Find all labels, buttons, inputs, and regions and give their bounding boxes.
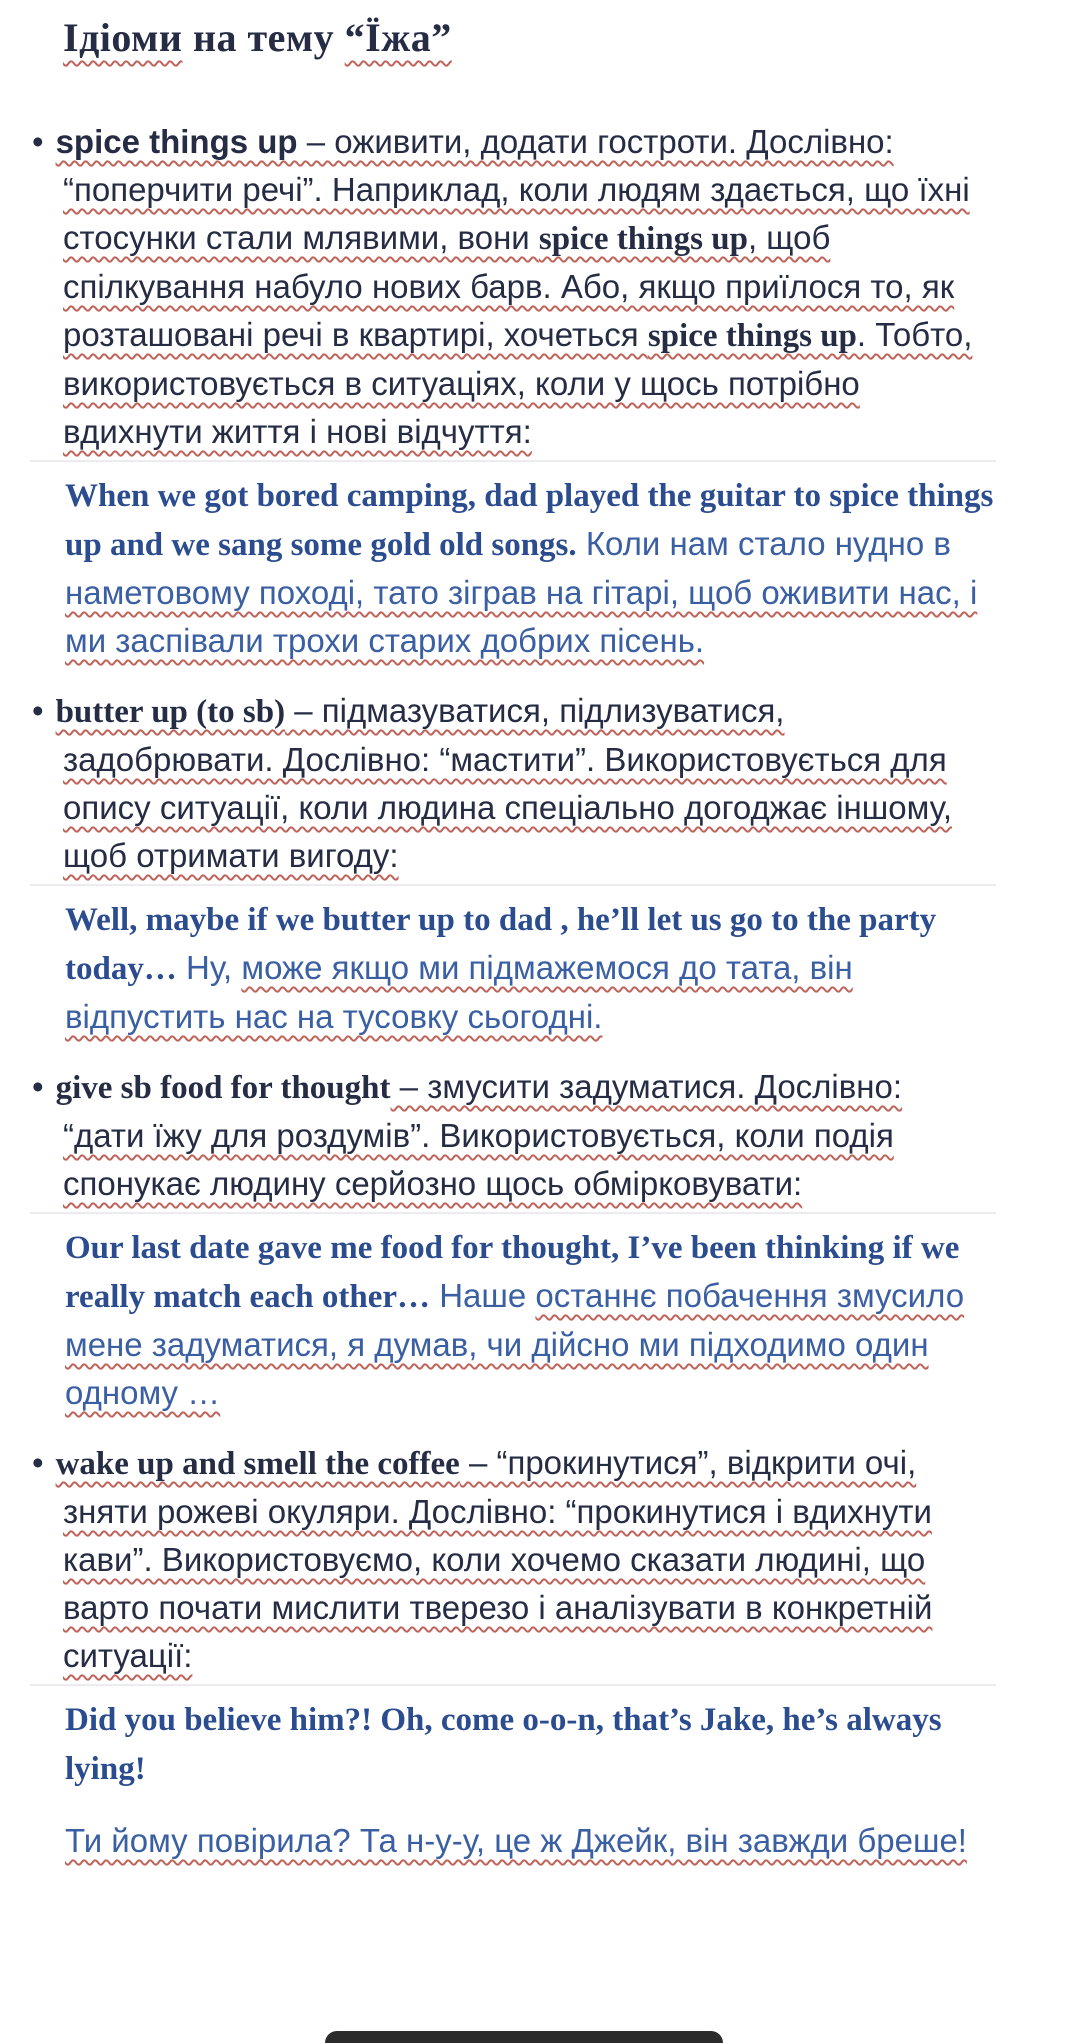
- example-ukrainian-lead: Коли нам стало нудно в: [576, 525, 951, 562]
- idiom-term-inline: spice things up: [647, 318, 857, 354]
- example-block-translation: [0, 1817, 1006, 1865]
- definition-text: . Тобто, використовується в ситуаціях, коли у щось потрібно вдихнути життя і нові відчуття:: [63, 316, 973, 450]
- example-block: [0, 1695, 1006, 1793]
- separator-rule: [30, 1684, 996, 1686]
- idiom-term: wake up and smell the coffee: [55, 1446, 460, 1482]
- example-block: [0, 471, 1006, 665]
- definition-text: – змусити задуматися. Дослівно: “дати їжу для роздумів”. Використовується, коли подія спонукає людину серйозно щось обмірковувати:: [63, 1068, 903, 1202]
- example-english: Did you believe him?! Oh, come o-o-n, that’s Jake, he’s always lying!: [65, 1702, 942, 1787]
- separator-rule: [30, 1212, 996, 1214]
- page-title: [63, 12, 1006, 64]
- example-block: [0, 1223, 1006, 1417]
- idiom-term: butter up (to sb): [55, 694, 286, 730]
- definition-text: – оживити, додати гостроти. Дослівно: “поперчити речі”. Наприклад, коли людям здається, що їхні стосунки стали млявими, вони: [63, 123, 970, 256]
- definition-text: , щоб спілкування набуло нових барв. Або, якщо приїлося то, як розташовані речі в квартирі, хочеться: [63, 219, 955, 353]
- bullet-marker: •: [32, 1068, 44, 1105]
- separator-rule: [30, 884, 996, 886]
- bottom-dark-panel: [325, 2031, 723, 2043]
- separator-rule: [30, 460, 996, 462]
- bullet-marker: •: [32, 692, 44, 729]
- idiom-term: spice things up: [55, 123, 298, 160]
- idiom-term: give sb food for thought: [55, 1070, 391, 1106]
- example-english: Well, maybe if we butter up to dad , he’ll let us go to the party today…: [65, 902, 937, 987]
- example-ukrainian-lead: Ну,: [176, 949, 242, 986]
- idiom-definition: [0, 687, 982, 880]
- example-ukrainian: Ти йому повірила? Та н-у-у, це ж Джейк, він завжди бреше!: [65, 1822, 967, 1859]
- bullet-marker: •: [32, 1444, 44, 1481]
- example-ukrainian: може якщо ми підмажемося до тата, він відпустить нас на тусовку сьогодні.: [65, 949, 853, 1035]
- example-ukrainian: наметовому поході, тато зіграв на гітарі, щоб оживити нас, і ми заспівали трохи старих добрих пісень.: [65, 574, 978, 659]
- example-block: [0, 895, 1006, 1041]
- idiom-definition: [0, 1439, 982, 1680]
- example-english: Our last date gave me food for thought, I’ve been thinking if we really match each other…: [65, 1230, 960, 1315]
- example-ukrainian-lead: Наше: [430, 1277, 536, 1314]
- example-ukrainian: останнє побачення змусило мене задуматися, я думав, чи дійсно ми підходимо один одному …: [65, 1277, 965, 1411]
- idiom-section-butter-up: [0, 687, 1066, 1041]
- title-word-idioms: Ідіоми: [63, 15, 183, 60]
- idiom-section-spice-things-up: [0, 118, 1066, 665]
- idiom-term-inline: spice things up: [538, 221, 748, 257]
- definition-text: – “прокинутися”, відкрити очі, зняти рожеві окуляри. Дослівно: “прокинутися і вдихнути кави”. Використовуємо, коли хочемо сказати людині, що варто почати мислити тверезо і аналізувати в конкретній ситуації:: [63, 1444, 933, 1674]
- title-middle-text: на тему: [182, 15, 345, 60]
- example-english: When we got bored camping, dad played the guitar to spice things up and we sang some gold old songs.: [65, 478, 994, 563]
- title-word-food: “Їжа”: [344, 15, 452, 60]
- idiom-definition: [0, 1063, 982, 1208]
- definition-text: – підмазуватися, підлизуватися, задобрювати. Дослівно: “мастити”. Використовується для опису ситуації, коли людина спеціально догоджає іншому, щоб отримати вигоду:: [63, 692, 953, 874]
- idiom-definition: [0, 118, 982, 456]
- idiom-section-wake-up-coffee: [0, 1439, 1066, 1865]
- bullet-marker: •: [32, 123, 44, 160]
- idiom-section-food-for-thought: [0, 1063, 1066, 1417]
